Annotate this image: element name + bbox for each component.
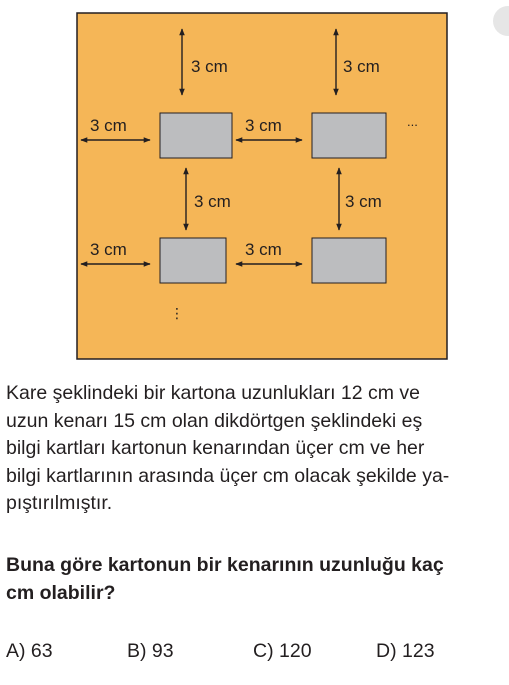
dimension-label: 3 cm (343, 57, 380, 76)
dimension-label: 3 cm (191, 57, 228, 76)
option-b[interactable] (127, 640, 174, 663)
problem-line: Kare şeklindeki bir kartona uzunlukları 12 cm ve (6, 382, 421, 404)
info-card-2 (312, 113, 386, 158)
option-value: 120 (279, 640, 312, 662)
option-letter: A) (6, 640, 26, 662)
dimension-label: 3 cm (245, 240, 282, 259)
option-value: 93 (151, 640, 174, 662)
dimension-label: 3 cm (90, 240, 127, 259)
option-a[interactable] (6, 640, 53, 663)
option-value: 123 (402, 640, 435, 662)
question-line: Buna göre kartonun bir kenarının uzunluğu kaç (6, 554, 444, 576)
question-line: cm olabilir? (6, 581, 116, 604)
problem-line: bilgi kartları kartonun kenarından üçer cm ve her (6, 437, 425, 460)
option-letter: C) (253, 640, 274, 662)
dimension-label: 3 cm (194, 192, 231, 211)
problem-line: pıştırılmıştır. (6, 492, 113, 515)
dimension-label: 3 cm (90, 116, 127, 135)
info-card-3 (160, 238, 226, 283)
square-cardboard (77, 13, 447, 359)
problem-line: bilgi kartlarının arasında üçer cm olacak şekilde ya- (6, 464, 450, 487)
option-d[interactable] (376, 640, 435, 663)
problem-text (6, 380, 504, 518)
option-value: 63 (30, 640, 53, 662)
dimension-label: 3 cm (345, 192, 382, 211)
dimension-label: 3 cm (245, 116, 282, 135)
option-letter: B) (127, 640, 147, 662)
info-card-1 (160, 113, 232, 158)
question-text (6, 552, 504, 607)
option-letter: D) (376, 640, 397, 662)
horizontal-ellipsis: ... (407, 114, 418, 129)
info-card-4 (312, 238, 386, 283)
vertical-ellipsis: ⋮ (170, 305, 184, 321)
problem-line: uzun kenarı 15 cm olan dikdörtgen şeklindeki eş (6, 409, 423, 432)
option-c[interactable] (253, 640, 312, 663)
